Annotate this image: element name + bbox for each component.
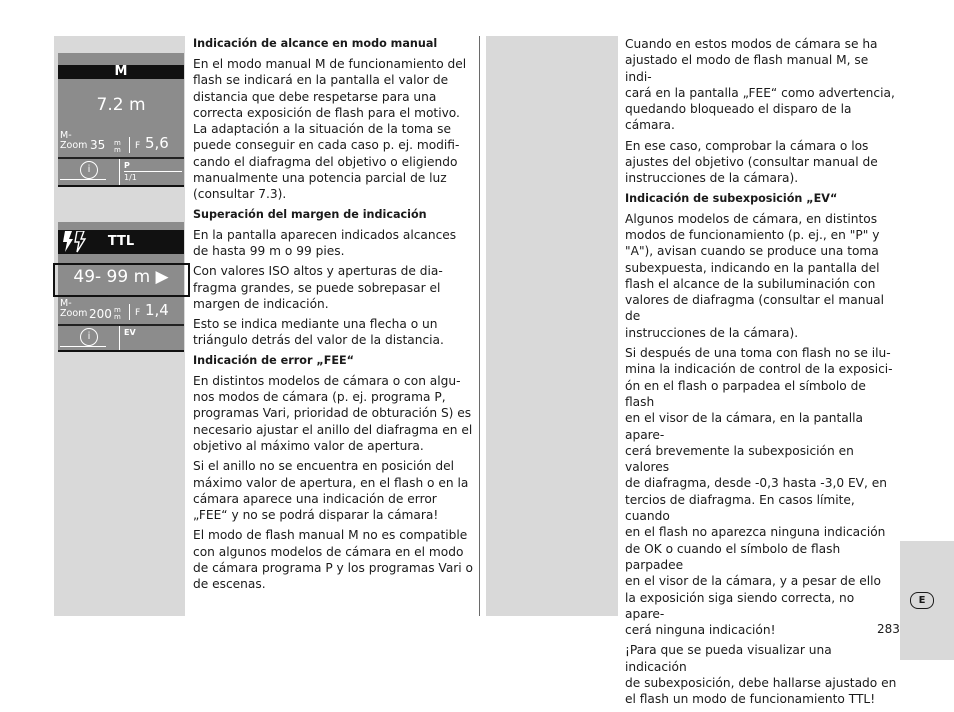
distance-text: 49- 99 m bbox=[73, 267, 151, 287]
display-bottom-edge bbox=[58, 350, 184, 352]
display-divider bbox=[58, 324, 184, 326]
distance-value: 7.2 m bbox=[96, 95, 146, 115]
heading-range-exceeded: Superación del margen de indicación bbox=[193, 207, 427, 221]
info-icon: i bbox=[80, 161, 98, 179]
paragraph: Algunos modelos de cámara, en distintos modos de funcionamiento (p. ej., en "P" y "A"), avisan cuando se produce una toma subexpuesta, indicando en la pantalla del flash el alcance de la subiluminación con valores de diafragma (consultar el manual de instrucciones de la cámara). bbox=[625, 211, 885, 340]
ev-indicator: EV bbox=[124, 328, 136, 337]
zoom-value: 200 bbox=[89, 307, 112, 321]
paragraph: En ese caso, comprobar la cámara o los ajustes del objetivo (consultar manual de instrucciones de la cámara). bbox=[625, 138, 878, 186]
over-range-arrow-icon: ▶ bbox=[155, 267, 169, 287]
aperture-value: 1,4 bbox=[144, 301, 169, 319]
zoom-label: M- Zoom bbox=[60, 298, 88, 319]
heading-fee-error: Indicación de error „FEE“ bbox=[193, 353, 355, 367]
heading-underexposure-ev: Indicación de subexposición „EV“ bbox=[625, 191, 838, 205]
flash-auto-icon bbox=[62, 231, 88, 253]
zoom-unit: m m bbox=[114, 139, 121, 154]
page-number: 283 bbox=[877, 622, 900, 636]
display-screen bbox=[58, 254, 184, 350]
zoom-value: 35 bbox=[90, 138, 106, 152]
lcd-display-manual bbox=[58, 53, 184, 187]
distance-value bbox=[58, 267, 184, 287]
program-line bbox=[124, 171, 182, 172]
column-divider bbox=[479, 36, 480, 616]
center-margin-panel bbox=[486, 36, 618, 616]
language-badge: E bbox=[910, 592, 934, 609]
softkey-separator bbox=[119, 326, 120, 350]
paragraph: Si después de una toma con flash no se ilu- mina la indicación de control de la exposici- ón en el flash o parpadea el símbolo de flash en el visor de la cámara, en la pantalla apare- cerá brevemente la subexposición en valores de diafragma, desde -0,3 hasta -3,0 EV, en tercios de diafragma. En casos límite, cuando en el flash no aparezca ninguna indicación de OK o cuando el símbolo de flash parpadee en el visor de la cámara, y a pesar de ello la exposición siga siendo correcta, no apare- cerá ninguna indicación! bbox=[625, 346, 893, 638]
paragraph: Cuando en estos modos de cámara se ha ajustado el modo de flash manual M, se indi- cará en la pantalla „FEE“ como advertencia, quedando bloqueado el disparo de la cámara. bbox=[625, 37, 895, 133]
mode-bar bbox=[58, 230, 184, 254]
paragraph: Con valores ISO altos y aperturas de dia- fragma grandes, se puede sobrepasar el margen de indicación. bbox=[193, 264, 443, 311]
left-text-column bbox=[193, 36, 478, 597]
ratio-indicator: 1/1 bbox=[124, 173, 137, 182]
info-icon: i bbox=[80, 328, 98, 346]
display-top-strip bbox=[58, 222, 184, 230]
aperture-value: 5,6 bbox=[144, 134, 169, 152]
paragraph: El modo de flash manual M no es compatible con algunos modelos de cámara en el modo de cámara programa P y los programas Vari o de escenas. bbox=[193, 528, 474, 592]
paragraph: En distintos modelos de cámara o con algu- nos modos de cámara (p. ej. programa P, programas Vari, prioridad de obturación S) es necesario ajustar el anillo del diafragma en el objetivo al máximo valor de apertura. bbox=[193, 373, 473, 453]
softkey-separator bbox=[119, 159, 120, 185]
heading-range-manual: Indicación de alcance en modo manual bbox=[193, 37, 438, 50]
display-screen bbox=[58, 79, 184, 185]
softkey-line bbox=[60, 346, 106, 347]
mode-label: TTL bbox=[107, 234, 135, 249]
aperture-prefix: F bbox=[135, 141, 141, 151]
lcd-display-ttl bbox=[58, 222, 184, 352]
display-divider bbox=[58, 157, 184, 159]
separator bbox=[129, 304, 130, 320]
softkey-line bbox=[60, 179, 106, 180]
paragraph: Si el anillo no se encuentra en posición del máximo valor de apertura, en el flash o en la cámara aparece una indicación de error „FEE“ y no se podrá disparar la cámara! bbox=[193, 459, 469, 523]
paragraph: En el modo manual M de funcionamiento del flash se indicará en la pantalla el valor de distancia que debe respetarse para una correcta exposición de flash para el motivo. La adaptación a la situación de la toma se puede conseguir en cada caso p. ej. modifi- cando el diafragma del objetivo o eligiendo manualmente una potencia parcial de luz (consultar 7.3). bbox=[193, 57, 467, 202]
zoom-label: M- Zoom bbox=[60, 130, 88, 151]
aperture-prefix: F bbox=[135, 308, 141, 318]
mode-bar: M bbox=[58, 65, 184, 79]
program-indicator: P bbox=[124, 161, 130, 170]
separator bbox=[129, 137, 130, 153]
paragraph: ¡Para que se pueda visualizar una indicación de subexposición, debe hallarse ajustado en el flash un modo de funcionamiento TTL! bbox=[625, 643, 897, 707]
paragraph: Esto se indica mediante una flecha o un triángulo detrás del valor de la distancia. bbox=[193, 317, 444, 348]
paragraph: En la pantalla aparecen indicados alcances de hasta 99 m o 99 pies. bbox=[193, 227, 457, 258]
right-text-column bbox=[625, 36, 897, 712]
zoom-unit: m m bbox=[114, 306, 121, 321]
display-bottom-edge bbox=[58, 185, 184, 187]
